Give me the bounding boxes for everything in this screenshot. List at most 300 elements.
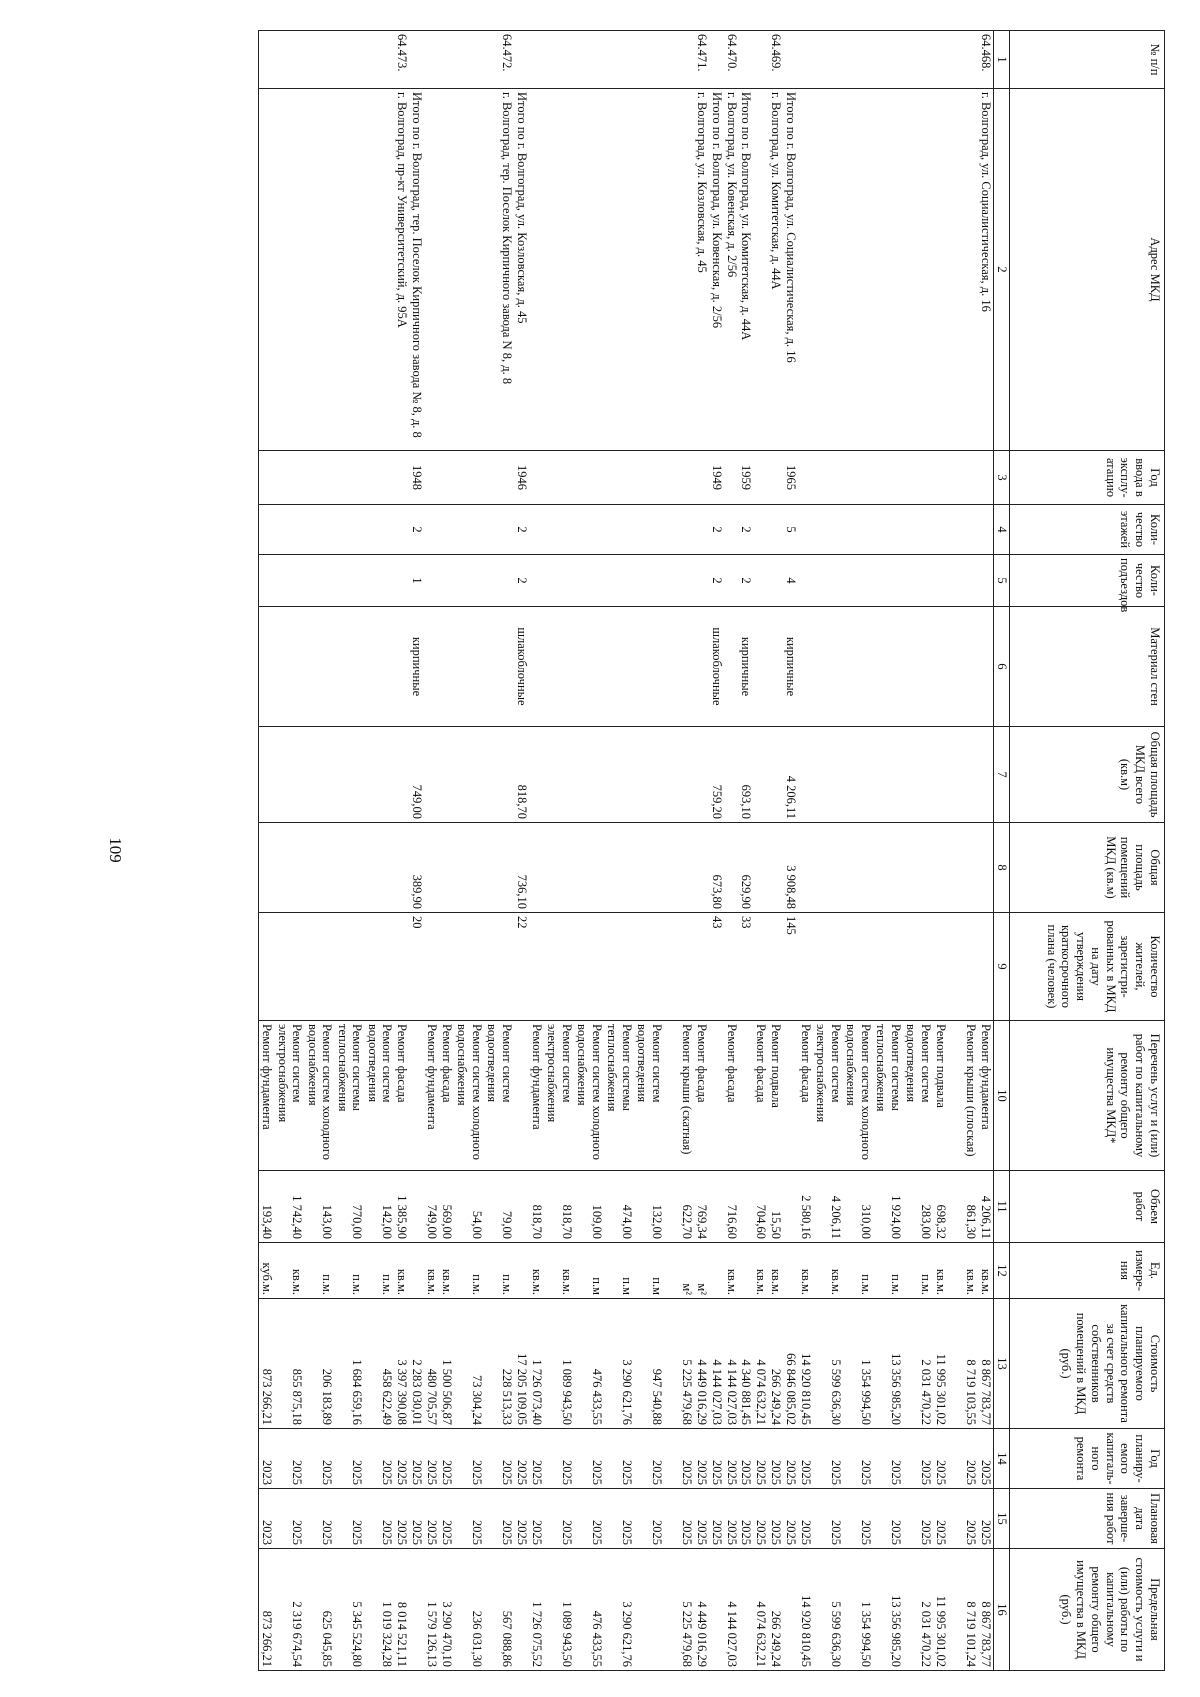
work-cost: 4 144 027,03 xyxy=(724,1359,739,1425)
work-end-date: 2025 xyxy=(290,1520,305,1545)
empty-cell xyxy=(739,1549,754,1671)
empty-cell xyxy=(410,31,425,89)
rooms-area: 389,90 xyxy=(410,823,425,913)
work-volume: 193,40 xyxy=(260,1204,275,1239)
work-end-date-cell xyxy=(754,1489,784,1549)
work-limit-cost-cell xyxy=(259,1549,410,1671)
work-unit: куб.м. xyxy=(260,1262,275,1295)
work-cost: 4 449 016,29 xyxy=(695,1359,709,1425)
work-item: Ремонт фундамента xyxy=(530,1024,544,1130)
work-volume: 622,70 xyxy=(680,1204,694,1239)
work-year: 2025 xyxy=(979,1460,994,1485)
work-end-date: 2025 xyxy=(769,1520,784,1545)
empty-cell xyxy=(424,505,514,555)
residents-count: 145 xyxy=(784,913,799,1021)
empty-cell xyxy=(529,555,709,607)
work-limit-cost: 236 031,30 xyxy=(470,1610,485,1667)
work-limit-cost: 5 345 524,80 xyxy=(350,1601,365,1667)
work-item: Ремонт фасада xyxy=(695,1024,709,1103)
work-end-date-cell xyxy=(424,1489,514,1549)
empty-cell xyxy=(739,1243,754,1299)
work-cost: 3 290 621,76 xyxy=(620,1359,634,1425)
empty-cell xyxy=(754,727,784,823)
total-area: 759,20 xyxy=(709,727,724,823)
total-row xyxy=(709,31,724,1671)
work-cost: 8 719 103,55 xyxy=(964,1359,979,1425)
work-limit-cost: 8 719 101,24 xyxy=(964,1601,979,1667)
total-row xyxy=(739,31,754,1671)
work-year: 2025 xyxy=(620,1460,634,1485)
work-end-date: 2025 xyxy=(934,1520,949,1545)
work-limit-cost: 5 225 479,68 xyxy=(680,1601,694,1667)
work-cost: 947 540,88 xyxy=(650,1368,664,1425)
work-volume: 861,30 xyxy=(964,1204,979,1239)
work-year-cell xyxy=(724,1429,739,1489)
work-unit: п.м xyxy=(590,1277,604,1295)
empty-cell xyxy=(798,727,994,823)
work-item-cell xyxy=(259,1021,410,1171)
total-year: 2025 xyxy=(410,1429,425,1489)
work-limit-cost: 1 579 126,13 xyxy=(425,1601,440,1667)
column-header: Плановая дата заверше-ния работ xyxy=(1010,1489,1165,1549)
empty-cell xyxy=(410,1171,425,1243)
empty-cell xyxy=(424,823,514,913)
work-end-date: 2025 xyxy=(470,1520,485,1545)
total-end-date: 2025 xyxy=(709,1489,724,1549)
work-cost: 73 304,24 xyxy=(470,1375,485,1425)
work-item: Ремонт подвала xyxy=(769,1024,784,1108)
work-end-date: 2025 xyxy=(964,1520,979,1545)
total-cost: 4 144 027,03 xyxy=(709,1299,724,1429)
work-cost: 14 920 810,45 xyxy=(799,1353,814,1425)
work-limit-cost: 3 290 470,10 xyxy=(440,1601,455,1667)
work-item-cell xyxy=(724,1021,739,1171)
work-year: 2025 xyxy=(695,1460,709,1485)
entrances-count: 2 xyxy=(709,555,724,607)
work-volume: 15,50 xyxy=(769,1210,784,1239)
work-cost: 2 031 470,22 xyxy=(919,1359,934,1425)
work-year: 2025 xyxy=(320,1460,335,1485)
work-year-cell xyxy=(424,1429,514,1489)
work-year-cell xyxy=(529,1429,709,1489)
work-volume: 569,00 xyxy=(440,1204,455,1239)
empty-cell xyxy=(259,555,410,607)
work-item-cell xyxy=(424,1021,514,1171)
work-limit-cost: 4 144 027,03 xyxy=(724,1601,739,1667)
work-limit-cost: 266 249,24 xyxy=(769,1610,784,1667)
empty-cell xyxy=(784,1243,799,1299)
wall-material: кирпичные xyxy=(410,607,425,727)
empty-cell xyxy=(724,607,739,727)
empty-cell xyxy=(724,555,739,607)
work-limit-cost-cell xyxy=(798,1549,994,1671)
work-limit-cost: 3 290 621,76 xyxy=(620,1601,634,1667)
row-number: 64.468. xyxy=(798,31,994,89)
empty-cell xyxy=(724,505,739,555)
work-unit: кв.м. xyxy=(754,1268,769,1295)
work-item: Ремонт систем электроснабжения xyxy=(275,1024,305,1123)
work-limit-cost: 1 726 075,52 xyxy=(530,1601,544,1667)
total-area: 749,00 xyxy=(410,727,425,823)
floors-count: 2 xyxy=(709,505,724,555)
empty-cell xyxy=(259,727,410,823)
work-unit: п.м. xyxy=(500,1274,515,1295)
work-year: 2025 xyxy=(859,1460,874,1485)
work-limit-cost: 4 449 016,29 xyxy=(695,1601,709,1667)
total-cost: 66 846 085,02 xyxy=(784,1299,799,1429)
work-limit-cost xyxy=(634,1552,664,1667)
empty-cell xyxy=(709,1021,724,1171)
work-item: Ремонт систем холодного водоснабжения xyxy=(575,1024,604,1160)
total-row xyxy=(784,31,799,1671)
column-header: Адрес МКД xyxy=(1010,89,1165,451)
total-area: 4 206,11 xyxy=(784,727,799,823)
year-built: 1949 xyxy=(709,451,724,505)
work-limit-cost: 1 354 994,50 xyxy=(859,1601,874,1667)
work-volume: 818,70 xyxy=(530,1204,544,1239)
empty-cell xyxy=(798,823,994,913)
work-year: 2025 xyxy=(829,1460,844,1485)
empty-cell xyxy=(259,505,410,555)
header-row xyxy=(1010,31,1165,1671)
empty-cell xyxy=(709,1549,724,1671)
work-year: 2025 xyxy=(680,1460,694,1485)
work-cost: 855 875,18 xyxy=(290,1368,305,1425)
work-volume-cell xyxy=(529,1171,709,1243)
total-end-date: 2025 xyxy=(514,1489,529,1549)
column-number: 3 xyxy=(994,451,1010,505)
column-header: Коли-чество подъездов xyxy=(1010,555,1165,607)
work-volume-cell xyxy=(424,1171,514,1243)
floors-count: 2 xyxy=(739,505,754,555)
work-unit-cell xyxy=(529,1243,709,1299)
empty-cell xyxy=(754,913,784,1021)
work-year-cell xyxy=(259,1429,410,1489)
column-number: 15 xyxy=(994,1489,1010,1549)
work-volume: 698,32 xyxy=(934,1204,949,1239)
work-end-date: 2025 xyxy=(919,1520,934,1545)
empty-cell xyxy=(259,451,410,505)
total-label: Итого по г. Волгоград, ул. Комитетская, д. 44А xyxy=(739,89,754,451)
work-cost-cell xyxy=(798,1299,994,1429)
work-limit-cost-cell xyxy=(529,1549,709,1671)
work-item: Ремонт фасада xyxy=(440,1024,455,1103)
empty-cell xyxy=(754,823,784,913)
work-year: 2025 xyxy=(350,1460,365,1485)
work-cost-cell xyxy=(529,1299,709,1429)
empty-cell xyxy=(424,913,514,1021)
work-volume: 4 206,11 xyxy=(829,1195,844,1239)
work-end-date-cell xyxy=(724,1489,739,1549)
address: г. Волгоград, пр-кт Университетский, д. 95А xyxy=(259,89,410,451)
work-end-date-cell xyxy=(798,1489,994,1549)
work-unit-cell xyxy=(424,1243,514,1299)
work-volume: 132,00 xyxy=(650,1204,664,1239)
entrances-count: 1 xyxy=(410,555,425,607)
empty-cell xyxy=(798,913,994,1021)
work-end-date: 2025 xyxy=(979,1520,994,1545)
row-number: 64.469. xyxy=(754,31,784,89)
work-end-date: 2025 xyxy=(440,1520,455,1545)
total-label: Итого по г. Волгоград, ул. Ковенская, д. 2/56 xyxy=(709,89,724,451)
work-end-date: 2025 xyxy=(395,1520,410,1545)
work-year: 2025 xyxy=(889,1460,904,1485)
work-end-date: 2025 xyxy=(320,1520,335,1545)
work-volume: 1 742,40 xyxy=(290,1195,305,1239)
work-year: 2025 xyxy=(440,1460,455,1485)
work-item: Ремонт систем электроснабжения xyxy=(814,1024,844,1123)
work-end-date: 2025 xyxy=(889,1520,904,1545)
work-cost: 476 433,55 xyxy=(590,1368,604,1425)
work-cost-cell xyxy=(259,1299,410,1429)
empty-cell xyxy=(259,913,410,1021)
row-number: 64.471. xyxy=(529,31,709,89)
total-cost: 17 205 109,05 xyxy=(514,1299,529,1429)
column-header: Год планиру-емого капиталь-ного ремонта xyxy=(1010,1429,1165,1489)
rotated-sheet xyxy=(45,30,1165,1670)
empty-cell xyxy=(798,555,994,607)
work-limit-cost: 873 266,21 xyxy=(260,1610,275,1667)
residents-count: 43 xyxy=(709,913,724,1021)
address-row xyxy=(724,31,739,1671)
column-header: Ед. измере-ния xyxy=(1010,1243,1165,1299)
work-cost: 1 684 659,16 xyxy=(350,1359,365,1425)
work-limit-cost-cell xyxy=(754,1549,784,1671)
column-header: Коли-чество этажей xyxy=(1010,505,1165,555)
work-cost: 873 266,21 xyxy=(260,1368,275,1425)
column-number: 16 xyxy=(994,1549,1010,1671)
work-year: 2025 xyxy=(964,1460,979,1485)
column-number: 8 xyxy=(994,823,1010,913)
work-end-date: 2025 xyxy=(620,1520,634,1545)
total-year: 2025 xyxy=(709,1429,724,1489)
empty-cell xyxy=(514,1171,529,1243)
total-cost: 2 283 030,01 xyxy=(410,1299,425,1429)
wall-material: шлакоблочные xyxy=(514,607,529,727)
work-cost: 5 599 636,30 xyxy=(829,1359,844,1425)
work-unit: кв.м. xyxy=(425,1268,440,1295)
work-limit-cost: 4 074 632,21 xyxy=(754,1601,769,1667)
work-end-date: 2025 xyxy=(530,1520,544,1545)
work-end-date: 2025 xyxy=(560,1520,574,1545)
work-limit-cost: 8 014 521,11 xyxy=(395,1601,410,1667)
work-year: 2025 xyxy=(650,1460,664,1485)
work-item: Ремонт фасада xyxy=(395,1024,410,1103)
work-volume: 1 385,90 xyxy=(395,1195,410,1239)
column-number: 4 xyxy=(994,505,1010,555)
work-volume-cell xyxy=(754,1171,784,1243)
total-end-date: 2025 xyxy=(410,1489,425,1549)
work-end-date: 2025 xyxy=(695,1520,709,1545)
work-volume: 79,00 xyxy=(500,1210,515,1239)
total-end-date: 2025 xyxy=(784,1489,799,1549)
total-end-date: 2025 xyxy=(739,1489,754,1549)
year-built: 1959 xyxy=(739,451,754,505)
work-item: Ремонт системы теплоснабжения xyxy=(874,1024,904,1112)
work-volume: 142,00 xyxy=(380,1204,395,1239)
column-number: 7 xyxy=(994,727,1010,823)
work-item: Ремонт подвала xyxy=(934,1024,949,1108)
work-end-date: 2025 xyxy=(859,1520,874,1545)
work-end-date: 2025 xyxy=(724,1520,739,1545)
total-label: Итого по г. Волгоград, тер. Поселок Кирпичного завода № 8, д. 8 xyxy=(410,89,425,451)
year-built: 1946 xyxy=(514,451,529,505)
work-unit: кв.м. xyxy=(979,1268,994,1295)
work-year: 2025 xyxy=(500,1460,515,1485)
work-end-date: 2025 xyxy=(680,1520,694,1545)
work-item-cell xyxy=(754,1021,784,1171)
work-volume: 818,70 xyxy=(560,1204,574,1239)
column-header: Общая площадь МКД всего (кв.м) xyxy=(1010,727,1165,823)
work-volume: 310,00 xyxy=(859,1204,874,1239)
floors-count: 5 xyxy=(784,505,799,555)
work-end-date-cell xyxy=(259,1489,410,1549)
work-unit: кв.м. xyxy=(395,1268,410,1295)
column-header: Стоимость планируемого капитального ремонта за счет средств собственников помещений в МКД (руб.) xyxy=(1010,1299,1165,1429)
empty-cell xyxy=(259,823,410,913)
empty-cell xyxy=(259,607,410,727)
entrances-count: 2 xyxy=(514,555,529,607)
work-cost: 206 183,89 xyxy=(320,1368,335,1425)
work-volume: 770,00 xyxy=(350,1204,365,1239)
work-year-cell xyxy=(754,1429,784,1489)
empty-cell xyxy=(724,913,739,1021)
empty-cell xyxy=(529,727,709,823)
column-number: 14 xyxy=(994,1429,1010,1489)
empty-cell xyxy=(410,1549,425,1671)
work-volume: 769,34 xyxy=(695,1204,709,1239)
column-header: Год ввода в эксплу-атацию xyxy=(1010,451,1165,505)
column-number: 1 xyxy=(994,31,1010,89)
work-year: 2025 xyxy=(290,1460,305,1485)
work-unit: п.м. xyxy=(320,1274,335,1295)
column-number: 5 xyxy=(994,555,1010,607)
work-limit-cost: 8 867 783,77 xyxy=(979,1601,994,1667)
empty-cell xyxy=(754,607,784,727)
work-cost: 1 726 073,40 xyxy=(530,1359,544,1425)
work-limit-cost: 13 356 985,20 xyxy=(889,1595,904,1667)
work-volume: 54,00 xyxy=(470,1210,485,1239)
empty-cell xyxy=(424,555,514,607)
empty-cell xyxy=(529,505,709,555)
work-limit-cost: 11 995 301,02 xyxy=(934,1595,949,1667)
work-unit: п.м xyxy=(650,1277,664,1295)
work-limit-cost: 1 019 324,28 xyxy=(380,1601,395,1667)
work-unit: кв.м. xyxy=(934,1268,949,1295)
rooms-area: 736,10 xyxy=(514,823,529,913)
empty-cell xyxy=(424,607,514,727)
work-unit: п.м. xyxy=(889,1274,904,1295)
table-body xyxy=(259,31,994,1671)
work-item: Ремонт систем водоотведения xyxy=(485,1024,515,1103)
empty-cell xyxy=(784,31,799,89)
work-end-date: 2025 xyxy=(350,1520,365,1545)
empty-cell xyxy=(739,31,754,89)
column-header: Предельная стоимость услуги и (или) работы по капитальному ремонту общего имущества в МКД (руб.) xyxy=(1010,1549,1165,1671)
entrances-count: 4 xyxy=(784,555,799,607)
work-year: 2025 xyxy=(530,1460,544,1485)
work-limit-cost: 1 089 943,50 xyxy=(560,1601,574,1667)
work-volume: 1 924,00 xyxy=(889,1195,904,1239)
empty-cell xyxy=(798,607,994,727)
work-limit-cost: 14 920 810,45 xyxy=(799,1595,814,1667)
column-number: 6 xyxy=(994,607,1010,727)
work-unit: кв.м. xyxy=(964,1268,979,1295)
work-unit-cell xyxy=(259,1243,410,1299)
work-limit-cost: 476 433,55 xyxy=(590,1610,604,1667)
total-area: 818,70 xyxy=(514,727,529,823)
work-unit: п.м xyxy=(620,1277,634,1295)
empty-cell xyxy=(709,1171,724,1243)
work-limit-cost-cell xyxy=(424,1549,514,1671)
work-cost: 5 225 479,68 xyxy=(680,1359,694,1425)
work-cost: 458 622,49 xyxy=(380,1368,395,1425)
work-unit: кв.м. xyxy=(829,1268,844,1295)
total-year: 2025 xyxy=(784,1429,799,1489)
work-limit-cost: 625 045,85 xyxy=(320,1610,335,1667)
work-unit: п.м. xyxy=(470,1274,485,1295)
residents-count: 33 xyxy=(739,913,754,1021)
work-item-cell xyxy=(529,1021,709,1171)
work-volume-cell xyxy=(724,1171,739,1243)
address: г. Волгоград, ул. Козловская, д. 45 xyxy=(529,89,709,451)
work-unit: п.м. xyxy=(919,1274,934,1295)
work-volume: 4 206,11 xyxy=(979,1195,994,1239)
work-unit: п.м. xyxy=(859,1274,874,1295)
total-year: 2025 xyxy=(739,1429,754,1489)
column-number: 2 xyxy=(994,89,1010,451)
page-number: 109 xyxy=(106,837,125,863)
work-unit: п.м. xyxy=(380,1274,395,1295)
work-limit-cost: 2 031 470,22 xyxy=(919,1601,934,1667)
work-year: 2025 xyxy=(724,1460,739,1485)
empty-cell xyxy=(754,555,784,607)
column-header: Перечень услуг и (или) работ по капитальному ремонту общего имущества МКД* xyxy=(1010,1021,1165,1171)
work-end-date: 2025 xyxy=(650,1520,664,1545)
floors-count: 2 xyxy=(514,505,529,555)
work-cost: 1 354 994,50 xyxy=(859,1359,874,1425)
work-unit: м² xyxy=(695,1283,709,1295)
empty-cell xyxy=(514,31,529,89)
work-end-date: 2025 xyxy=(425,1520,440,1545)
work-item: Ремонт крыши (плоская) xyxy=(964,1024,979,1157)
work-volume: 716,60 xyxy=(724,1204,739,1239)
work-end-date: 2025 xyxy=(500,1520,515,1545)
work-cost-cell xyxy=(424,1299,514,1429)
rooms-area: 3 908,48 xyxy=(784,823,799,913)
residents-count: 20 xyxy=(410,913,425,1021)
work-unit: кв.м. xyxy=(799,1268,814,1295)
work-item: Ремонт систем холодного водоснабжения xyxy=(305,1024,335,1160)
work-cost: 266 249,24 xyxy=(769,1368,784,1425)
work-limit-cost-cell xyxy=(724,1549,739,1671)
empty-cell xyxy=(529,823,709,913)
work-item: Ремонт систем водоотведения xyxy=(904,1024,934,1103)
work-year: 2023 xyxy=(260,1460,275,1485)
work-cost: 8 867 783,77 xyxy=(979,1359,994,1425)
rooms-area: 629,90 xyxy=(739,823,754,913)
work-item: Ремонт фундамента xyxy=(425,1024,440,1130)
work-end-date: 2025 xyxy=(754,1520,769,1545)
empty-cell xyxy=(514,1549,529,1671)
address-row xyxy=(754,31,784,1671)
empty-cell xyxy=(410,1021,425,1171)
work-year: 2025 xyxy=(799,1460,814,1485)
column-header: Материал стен xyxy=(1010,607,1165,727)
work-unit-cell xyxy=(724,1243,739,1299)
empty-cell xyxy=(514,1021,529,1171)
total-row xyxy=(514,31,529,1671)
